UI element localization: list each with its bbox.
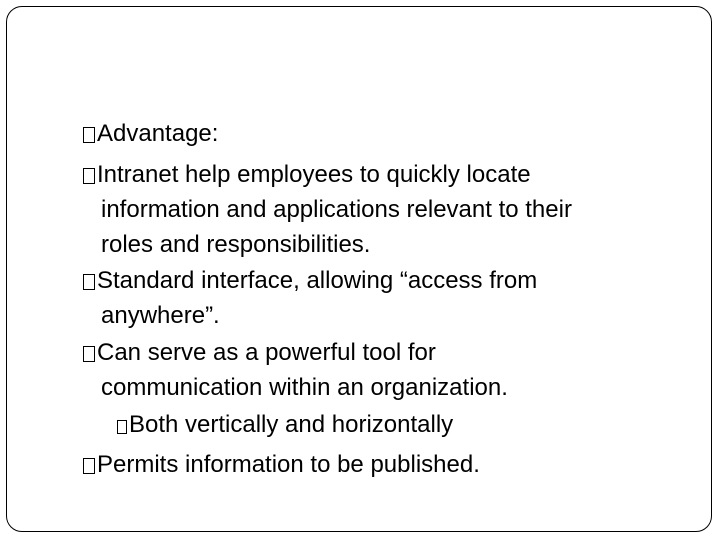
bullet-box-icon (83, 127, 95, 143)
bullet-intranet-line-1: Intranet help employees to quickly locate (83, 161, 531, 189)
bullet-intranet-line-3: roles and responsibilities. (101, 231, 371, 258)
bullet-box-icon (117, 420, 127, 434)
bullet-box-icon (83, 346, 95, 362)
bullet-standard-line-1: Standard interface, allowing “access from (83, 267, 537, 295)
bullet-box-icon (83, 168, 95, 184)
bullet-serve-line-2: communication within an organization. (101, 374, 508, 401)
bullet-permits: Permits information to be published. (83, 451, 480, 479)
bullet-standard-line-2: anywhere”. (101, 302, 220, 329)
bullet-serve-line-1: Can serve as a powerful tool for (83, 339, 436, 367)
bullet-box-icon (83, 458, 95, 474)
bullet-advantage: Advantage: (83, 120, 218, 148)
bullet-intranet-line-2: information and applications relevant to their (101, 196, 572, 223)
sub-bullet-vertically: Both vertically and horizontally (117, 411, 453, 439)
bullet-box-icon (83, 274, 95, 290)
